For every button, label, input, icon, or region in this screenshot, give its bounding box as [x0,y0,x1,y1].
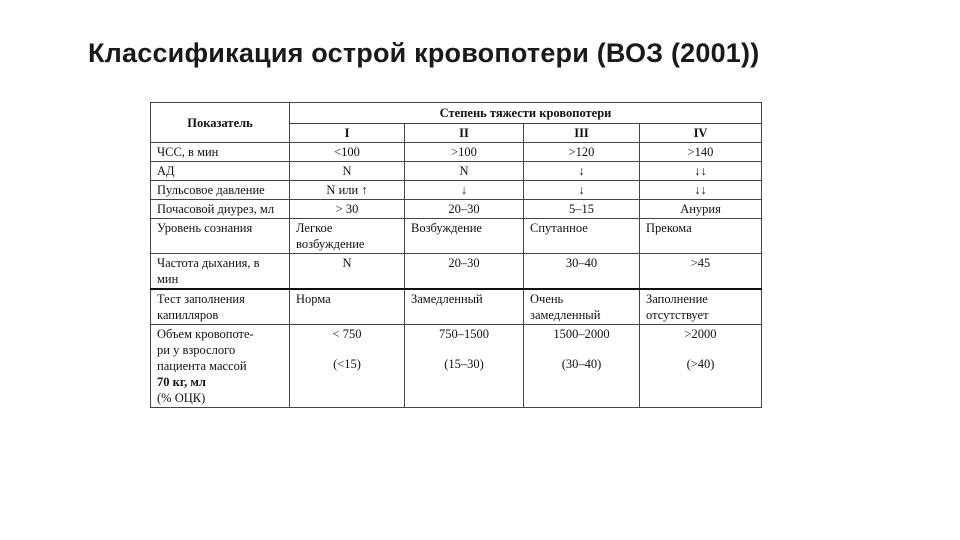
cell: >140 [640,143,762,162]
volume-value: >2000 [684,327,717,341]
grade-header: IV [640,124,762,143]
cell: N [405,162,524,181]
cell: 5–15 [524,200,640,219]
row-label-line: Объем кровопоте- [157,327,254,341]
cell: N или ↑ [290,181,405,200]
cell: Прекома [640,219,762,254]
cell [640,325,762,408]
cell: 20–30 [405,254,524,290]
grade-header: II [405,124,524,143]
cell: >100 [405,143,524,162]
row-label-line: пациента массой [157,359,247,373]
table-row [151,254,762,290]
row-label: Пульсовое давление [151,181,290,200]
header-row-1 [151,103,762,124]
indicator-header: Показатель [151,103,290,143]
row-label [151,325,290,408]
cell: 20–30 [405,200,524,219]
table-row [151,289,762,325]
table-row [151,143,762,162]
cell: > 30 [290,200,405,219]
cell: Анурия [640,200,762,219]
cell: Спутанное [524,219,640,254]
cell: Замедленный [405,289,524,325]
cell: Легкое возбуждение [290,219,405,254]
cell: <100 [290,143,405,162]
volume-value: < 750 [332,327,362,341]
row-label: Частота дыхания, в мин [151,254,290,290]
volume-value: 750–1500 [439,327,489,341]
table-row [151,219,762,254]
grade-header: III [524,124,640,143]
table-row [151,181,762,200]
grade-header: I [290,124,405,143]
percent-value: (15–30) [444,357,484,371]
cell: ↓ [524,162,640,181]
cell: Заполнение отсутствует [640,289,762,325]
percent-value: (<15) [333,357,361,371]
cell: ↓↓ [640,181,762,200]
row-label: Почасовой диурез, мл [151,200,290,219]
cell: Очень замедленный [524,289,640,325]
severity-header: Степень тяжести кровопотери [290,103,762,124]
percent-value: (30–40) [561,357,602,371]
row-label-line: (% ОЦК) [157,391,206,405]
blood-loss-table [150,102,762,408]
cell [290,325,405,408]
row-label: ЧСС, в мин [151,143,290,162]
cell [405,325,524,408]
row-label: АД [151,162,290,181]
cell: ↓ [405,181,524,200]
cell: N [290,162,405,181]
cell: Норма [290,289,405,325]
cell: N [290,254,405,290]
table-row [151,200,762,219]
cell: ↓ [524,181,640,200]
row-label-line: 70 кг, мл [157,375,206,389]
table-row [151,325,762,408]
cell: ↓↓ [640,162,762,181]
row-label: Тест заполнения капилляров [151,289,290,325]
percent-value: (>40) [686,357,715,371]
cell [524,325,640,408]
cell: Возбуждение [405,219,524,254]
slide-title: Классификация острой кровопотери (ВОЗ (2001)) [88,38,760,68]
row-label-line: ри у взрослого [157,343,236,357]
cell: 30–40 [524,254,640,290]
cell: >120 [524,143,640,162]
volume-value: 1500–2000 [553,327,610,341]
table-row [151,162,762,181]
cell: >45 [640,254,762,290]
row-label: Уровень сознания [151,219,290,254]
